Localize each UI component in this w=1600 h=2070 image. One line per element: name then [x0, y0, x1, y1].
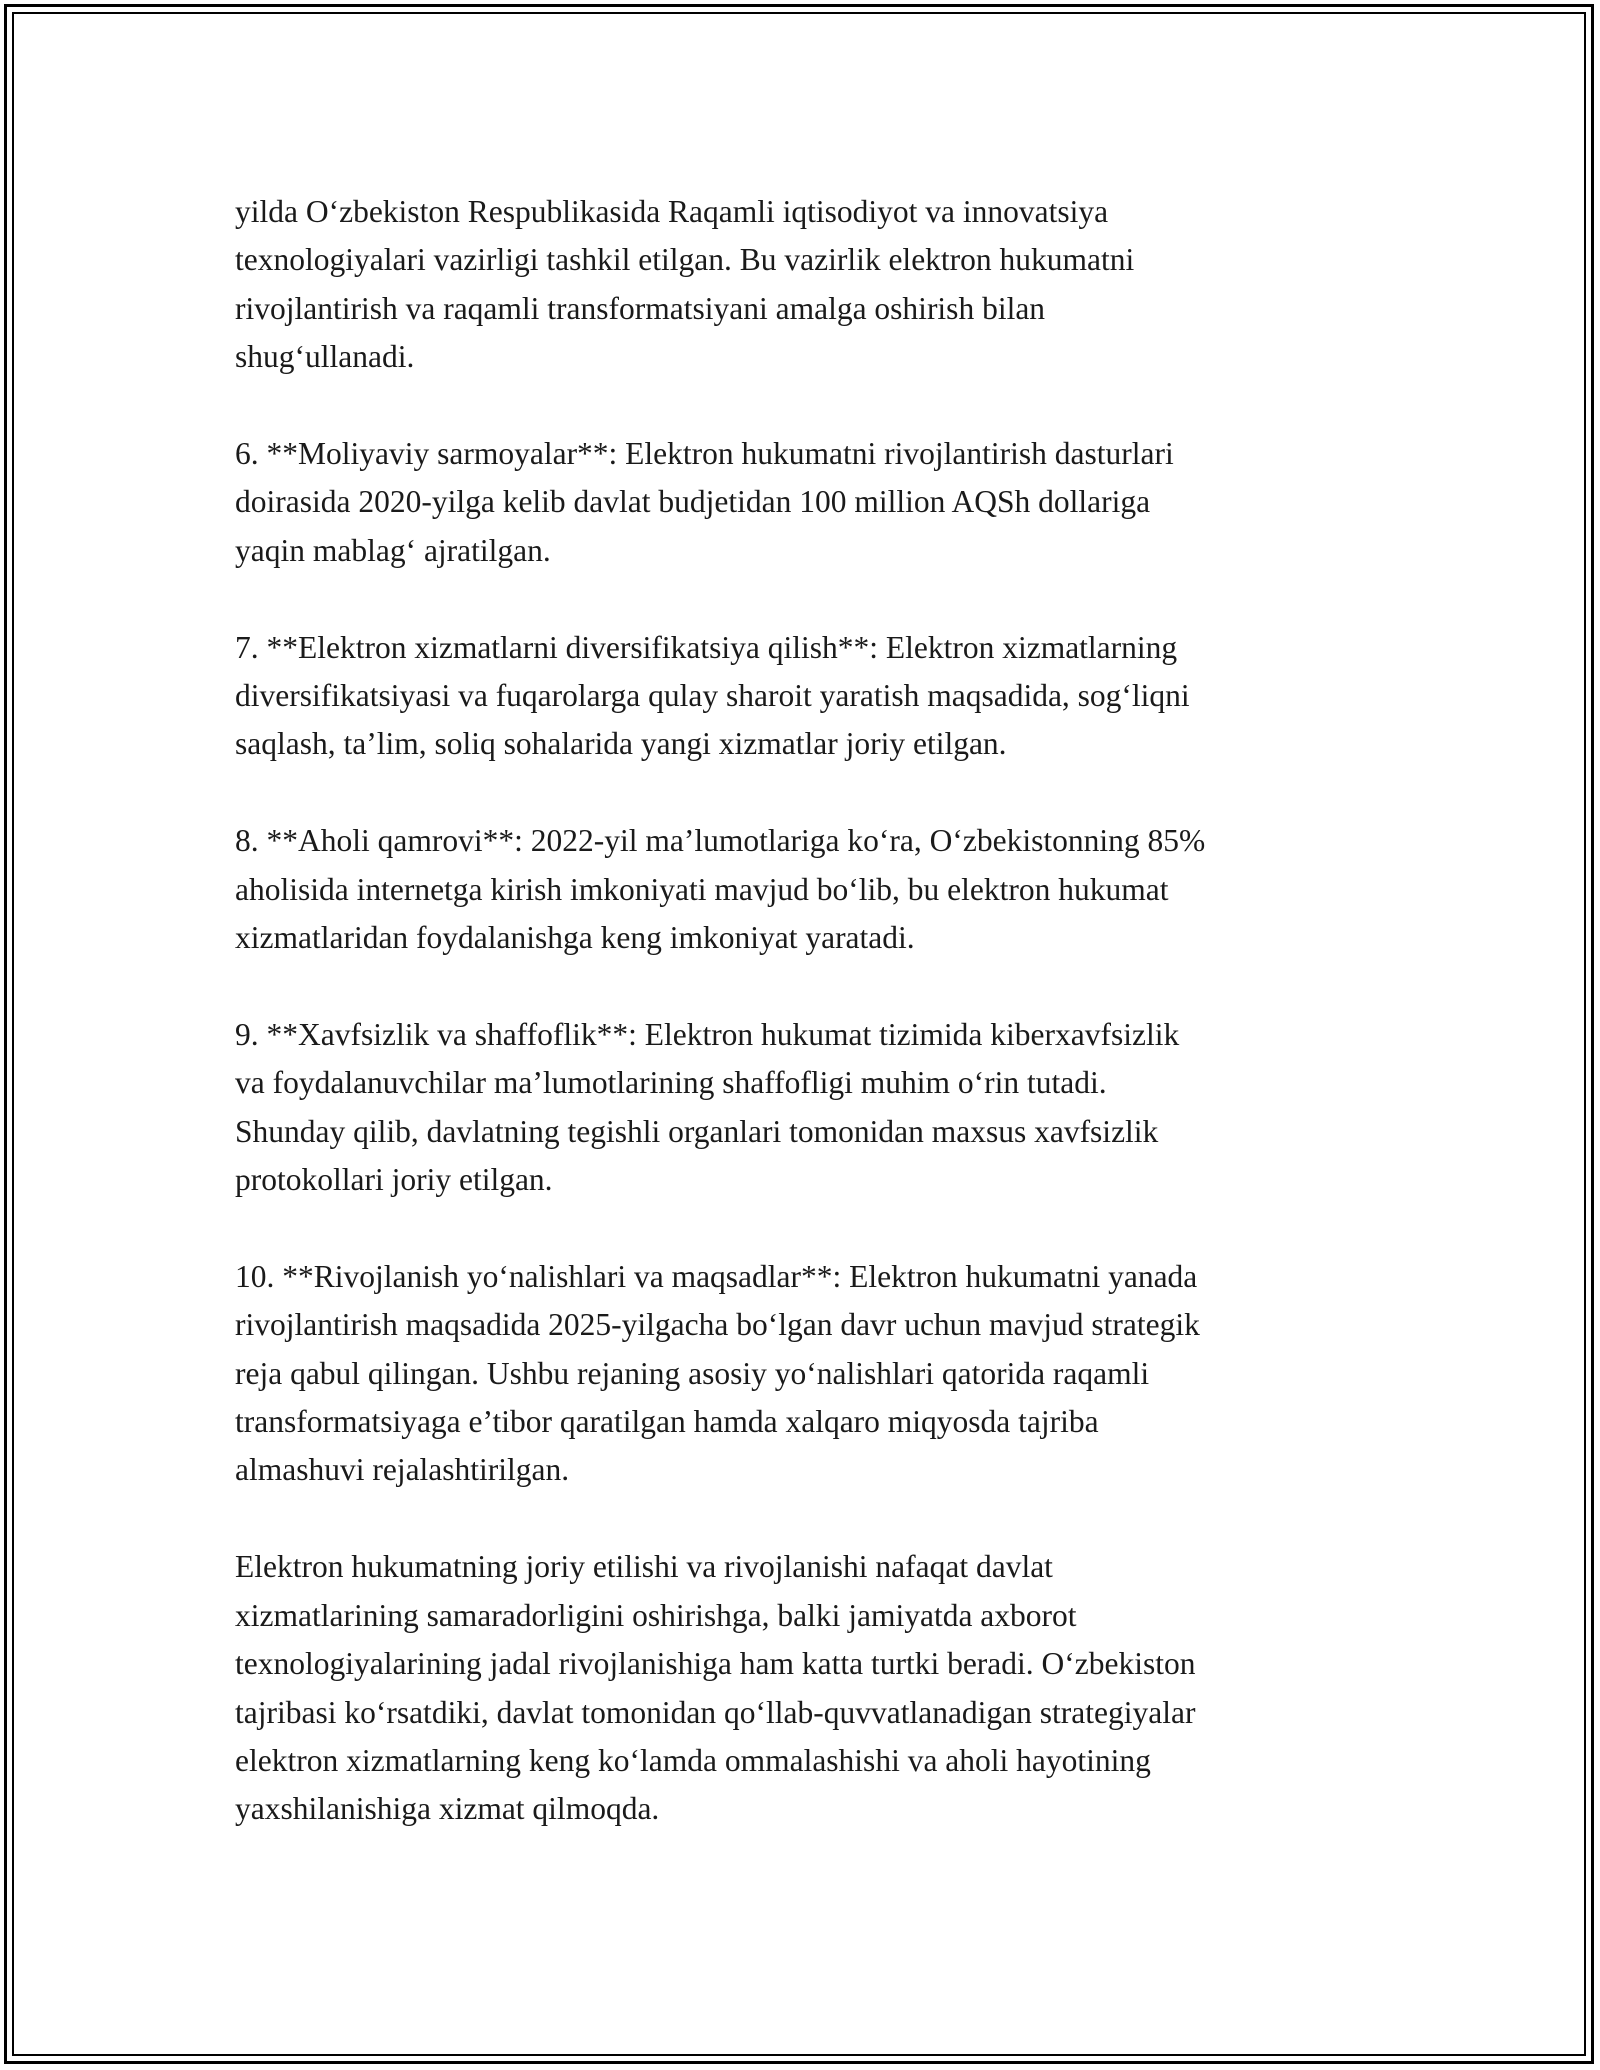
- text-line: doirasida 2020-yilga kelib davlat budjetidan 100 million AQSh dollariga: [235, 484, 1151, 520]
- paragraph-item-6: [235, 430, 1385, 575]
- paragraph-conclusion: [235, 1543, 1385, 1833]
- text-line: Elektron hukumatning joriy etilishi va rivojlanishi nafaqat davlat: [235, 1549, 1053, 1585]
- paragraph-item-10: [235, 1253, 1385, 1495]
- text-line: tajribasi ko‘rsatdiki, davlat tomonidan qo‘llab-quvvatlanadigan strategiyalar: [235, 1694, 1196, 1730]
- text-line: rivojlantirish maqsadida 2025-yilgacha bo‘lgan davr uchun mavjud strategik: [235, 1307, 1200, 1343]
- text-line: shug‘ullanadi.: [235, 339, 415, 375]
- text-line: texnologiyalarining jadal rivojlanishiga ham katta turtki beradi. O‘zbekiston: [235, 1646, 1196, 1682]
- text-line: saqlash, ta’lim, soliq sohalarida yangi xizmatlar joriy etilgan.: [235, 726, 1007, 762]
- text-line: almashuvi rejalashtirilgan.: [235, 1452, 570, 1488]
- text-line: yilda O‘zbekiston Respublikasida Raqamli iqtisodiyot va innovatsiya: [235, 194, 1109, 229]
- text-line: xizmatlarining samaradorligini oshirishga, balki jamiyatda axborot: [235, 1597, 1077, 1633]
- paragraph-item-8: [235, 817, 1385, 962]
- text-line: reja qabul qilingan. Ushbu rejaning asosiy yo‘nalishlari qatorida raqamli: [235, 1355, 1150, 1391]
- text-line: 6. **Moliyaviy sarmoyalar**: Elektron hukumatni rivojlantirish dasturlari: [235, 436, 1174, 472]
- paragraph-item-7: [235, 624, 1385, 769]
- text-line: elektron xizmatlarning keng ko‘lamda ommalashishi va aholi hayotining: [235, 1742, 1151, 1778]
- text-line: transformatsiyaga e’tibor qaratilgan hamda xalqaro miqyosda tajriba: [235, 1404, 1099, 1440]
- text-line: texnologiyalari vazirligi tashkil etilgan. Bu vazirlik elektron hukumatni: [235, 242, 1135, 278]
- text-line: Shunday qilib, davlatning tegishli organlari tomonidan maxsus xavfsizlik: [235, 1113, 1159, 1149]
- text-line: va foydalanuvchilar ma’lumotlarining shaffofligi muhim o‘rin tutadi.: [235, 1065, 1107, 1101]
- document-body: [235, 188, 1385, 1882]
- text-line: protokollari joriy etilgan.: [235, 1162, 553, 1198]
- text-line: diversifikatsiyasi va fuqarolarga qulay sharoit yaratish maqsadida, sog‘liqni: [235, 678, 1190, 714]
- text-line: yaqin mablag‘ ajratilgan.: [235, 532, 551, 568]
- text-line: 9. **Xavfsizlik va shaffoflik**: Elektron hukumat tizimida kiberxavfsizlik: [235, 1016, 1180, 1052]
- text-line: 10. **Rivojlanish yo‘nalishlari va maqsadlar**: Elektron hukumatni yanada: [235, 1258, 1198, 1294]
- text-line: 7. **Elektron xizmatlarni diversifikatsiya qilish**: Elektron xizmatlarning: [235, 629, 1178, 665]
- text-line: rivojlantirish va raqamli transformatsiyani amalga oshirish bilan: [235, 290, 1046, 326]
- text-line: yaxshilanishiga xizmat qilmoqda.: [235, 1791, 660, 1827]
- text-line: 8. **Aholi qamrovi**: 2022-yil ma’lumotlariga ko‘ra, O‘zbekistonning 85%: [235, 823, 1206, 859]
- text-line: xizmatlaridan foydalanishga keng imkoniyat yaratadi.: [235, 920, 915, 956]
- paragraph-ministry-intro: [235, 188, 1385, 382]
- text-line: aholisida internetga kirish imkoniyati mavjud bo‘lib, bu elektron hukumat: [235, 871, 1169, 907]
- paragraph-item-9: [235, 1011, 1385, 1205]
